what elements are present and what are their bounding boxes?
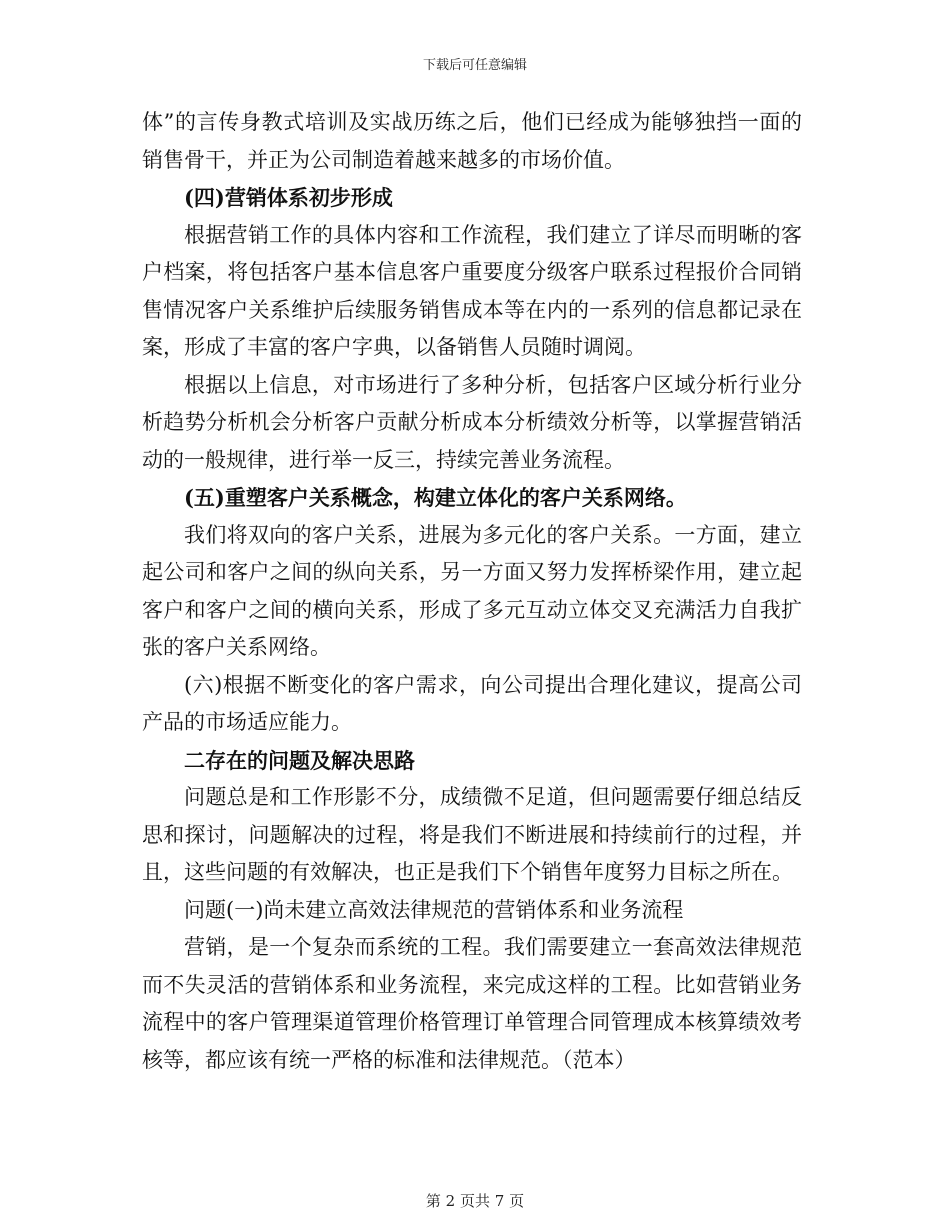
page-footer: 第 2 页共 7 页	[425, 1192, 525, 1210]
paragraph: 根据以上信息，对市场进行了多种分析，包括客户区域分析行业分析趋势分析机会分析客户贡献分析成本分析绩效分析等，以掌握营销活动的一般规律，进行举一反三，持续完善业务流程。	[142, 372, 802, 472]
document-body	[142, 104, 802, 1079]
problem-heading-1: 问题(一)尚未建立高效法律规范的营销体系和业务流程	[184, 897, 684, 922]
page-header: 下载后可任意编辑	[422, 58, 527, 73]
section-heading-problems: 二存在的问题及解决思路	[184, 747, 415, 773]
paragraph: 我们将双向的客户关系，进展为多元化的客户关系。一方面，建立起公司和客户之间的纵向关系，另一方面又努力发挥桥梁作用，建立起客户和客户之间的横向关系，形成了多元互动立体交叉充满活力自我扩张的客户关系网络。	[142, 522, 802, 659]
paragraph: 根据营销工作的具体内容和工作流程，我们建立了详尽而明晰的客户档案，将包括客户基本信息客户重要度分级客户联系过程报价合同销售情况客户关系维护后续服务销售成本等在内的一系列的信息都记录在案，形成了丰富的客户字典，以备销售人员随时调阅。	[142, 222, 802, 359]
paragraph: 营销，是一个复杂而系统的工程。我们需要建立一套高效法律规范而不失灵活的营销体系和业务流程，来完成这样的工程。比如营销业务流程中的客户管理渠道管理价格管理订单管理合同管理成本核算绩效考核等，都应该有统一严格的标准和法律规范。（范本）	[142, 935, 802, 1072]
section-heading-6: (六)根据不断变化的客户需求，向公司提出合理化建议，提高公司产品的市场适应能力。	[142, 672, 802, 734]
paragraph: 问题总是和工作形影不分，成绩微不足道，但问题需要仔细总结反思和探讨，问题解决的过程，将是我们不断进展和持续前行的过程，并且，这些问题的有效解决，也正是我们下个销售年度努力目标之所在。	[142, 785, 802, 884]
section-heading-4: (四)营销体系初步形成	[184, 185, 393, 210]
paragraph-continued: 体”的言传身教式培训及实战历练之后，他们已经成为能够独挡一面的销售骨干，并正为公司制造着越来越多的市场价值。	[142, 110, 802, 172]
section-heading-5: (五)重塑客户关系概念，构建立体化的客户关系网络。	[184, 485, 687, 510]
